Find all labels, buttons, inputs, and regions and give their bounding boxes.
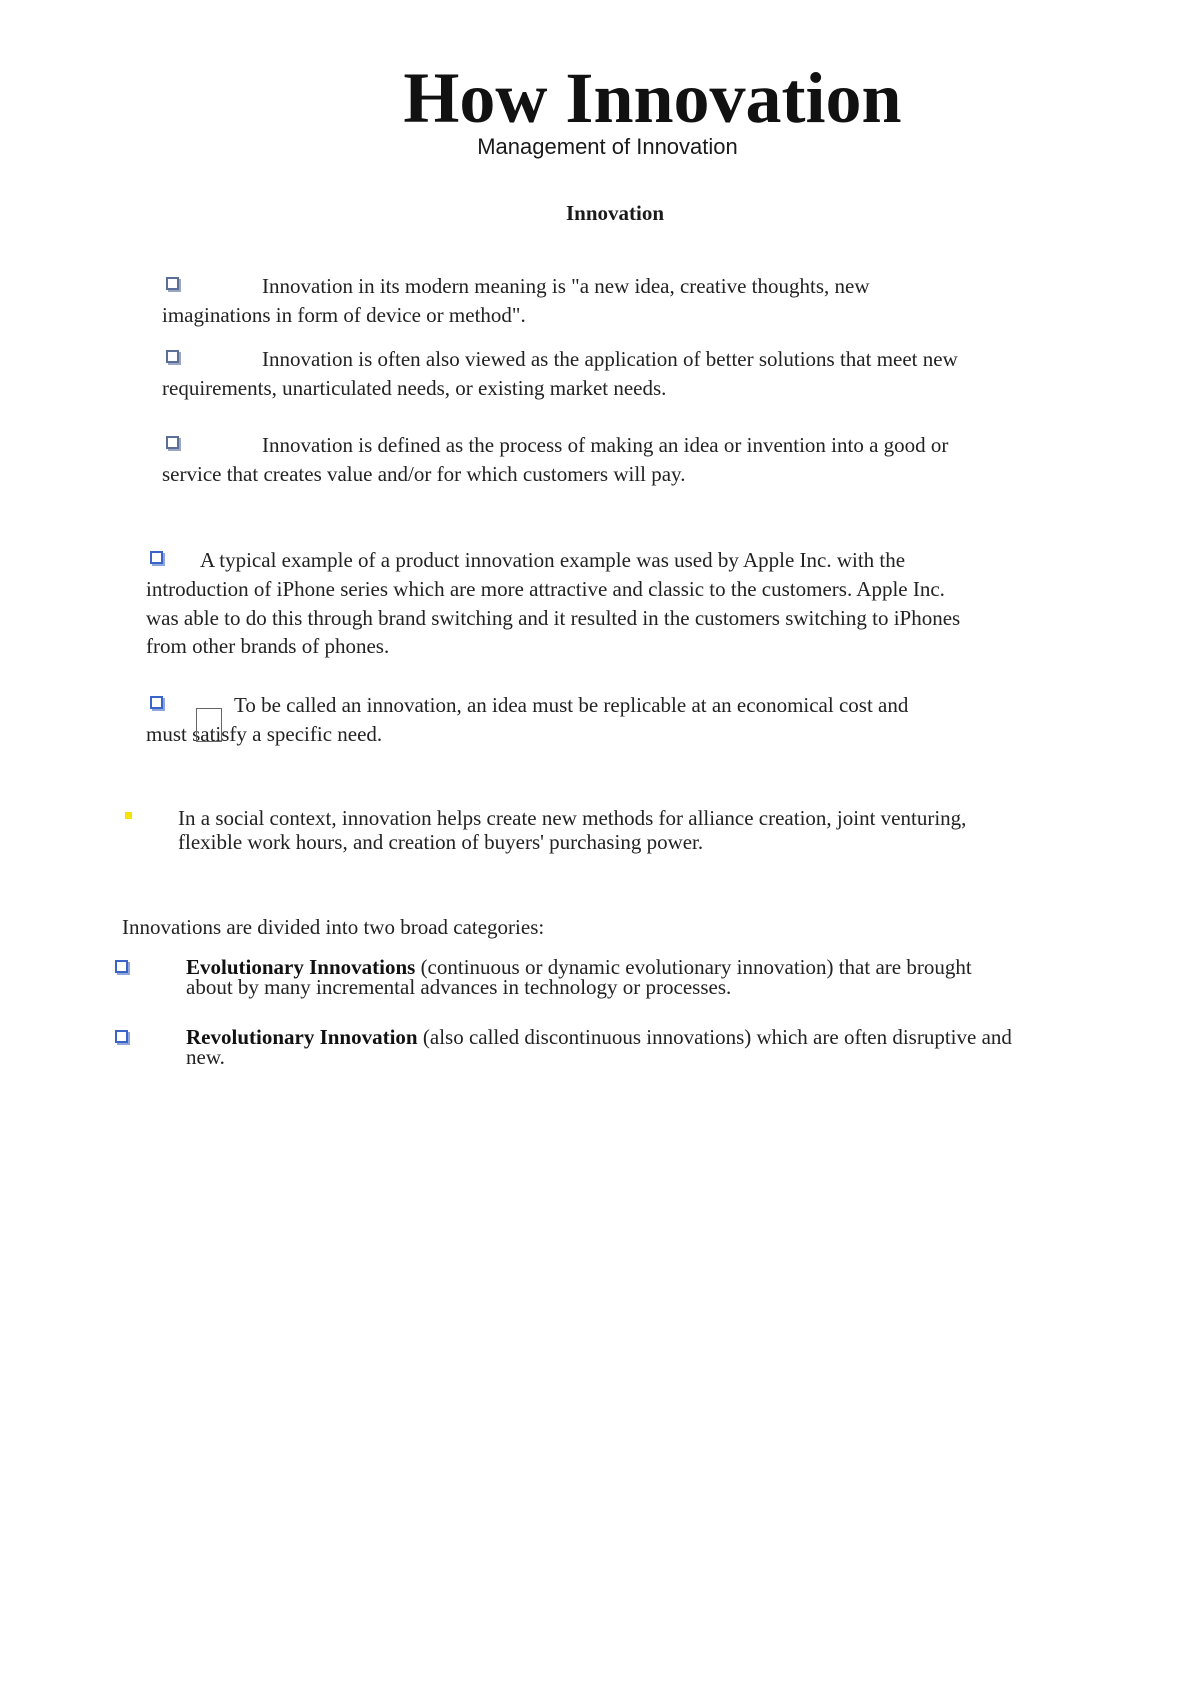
section-heading: Innovation (565, 201, 665, 225)
replicable-line-2: must satisfy a specific need. (146, 722, 383, 746)
definition-2-line-2: requirements, unarticulated needs, or existing market needs. (162, 376, 667, 400)
category-evolutionary-line-2: about by many incremental advances in technology or processes. (186, 975, 732, 999)
example-line-3: was able to do this through brand switching and it resulted in the customers switching to iPhones (146, 606, 961, 630)
stray-frame-box (196, 708, 222, 742)
yellow-bullet-icon (125, 812, 132, 819)
definition-1-line-1: Innovation in its modern meaning is "a new idea, creative thoughts, new (262, 274, 870, 298)
category-revolutionary-line-2: new. (186, 1045, 225, 1069)
checkbox-bullet-icon (115, 960, 128, 973)
checkbox-bullet-icon (166, 277, 179, 290)
checkbox-bullet-icon (166, 436, 179, 449)
example-line-2: introduction of iPhone series which are more attractive and classic to the customers. Apple Inc. (146, 577, 945, 601)
example-line-1: A typical example of a product innovation example was used by Apple Inc. with the (200, 548, 906, 572)
replicable-line-1: To be called an innovation, an idea must be replicable at an economical cost and (234, 693, 909, 717)
category-evolutionary-line-1 (186, 957, 972, 977)
definition-1-line-2: imaginations in form of device or method". (162, 303, 526, 327)
social-line-2: flexible work hours, and creation of buyers' purchasing power. (178, 830, 704, 854)
checkbox-bullet-icon (150, 551, 163, 564)
category-revolutionary-desc: (also called discontinuous innovations) which are often disruptive and (417, 1025, 1012, 1049)
example-line-4: from other brands of phones. (146, 634, 390, 658)
category-evolutionary-term: Evolutionary Innovations (186, 955, 416, 979)
page-subtitle: Management of Innovation (477, 134, 738, 159)
category-evolutionary-desc: (continuous or dynamic evolutionary innovation) that are brought (415, 955, 972, 979)
checkbox-bullet-icon (166, 350, 179, 363)
category-revolutionary-line-1 (186, 1027, 1012, 1047)
categories-intro: Innovations are divided into two broad categories: (122, 915, 545, 939)
definition-2-line-1: Innovation is often also viewed as the application of better solutions that meet new (262, 347, 958, 371)
social-line-1: In a social context, innovation helps create new methods for alliance creation, joint venturing, (178, 806, 967, 830)
definition-3-line-2: service that creates value and/or for which customers will pay. (162, 462, 686, 486)
checkbox-bullet-icon (150, 696, 163, 709)
checkbox-bullet-icon (115, 1030, 128, 1043)
page-title: How Innovation (403, 58, 902, 138)
definition-3-line-1: Innovation is defined as the process of making an idea or invention into a good or (262, 433, 949, 457)
category-revolutionary-term: Revolutionary Innovation (186, 1025, 418, 1049)
